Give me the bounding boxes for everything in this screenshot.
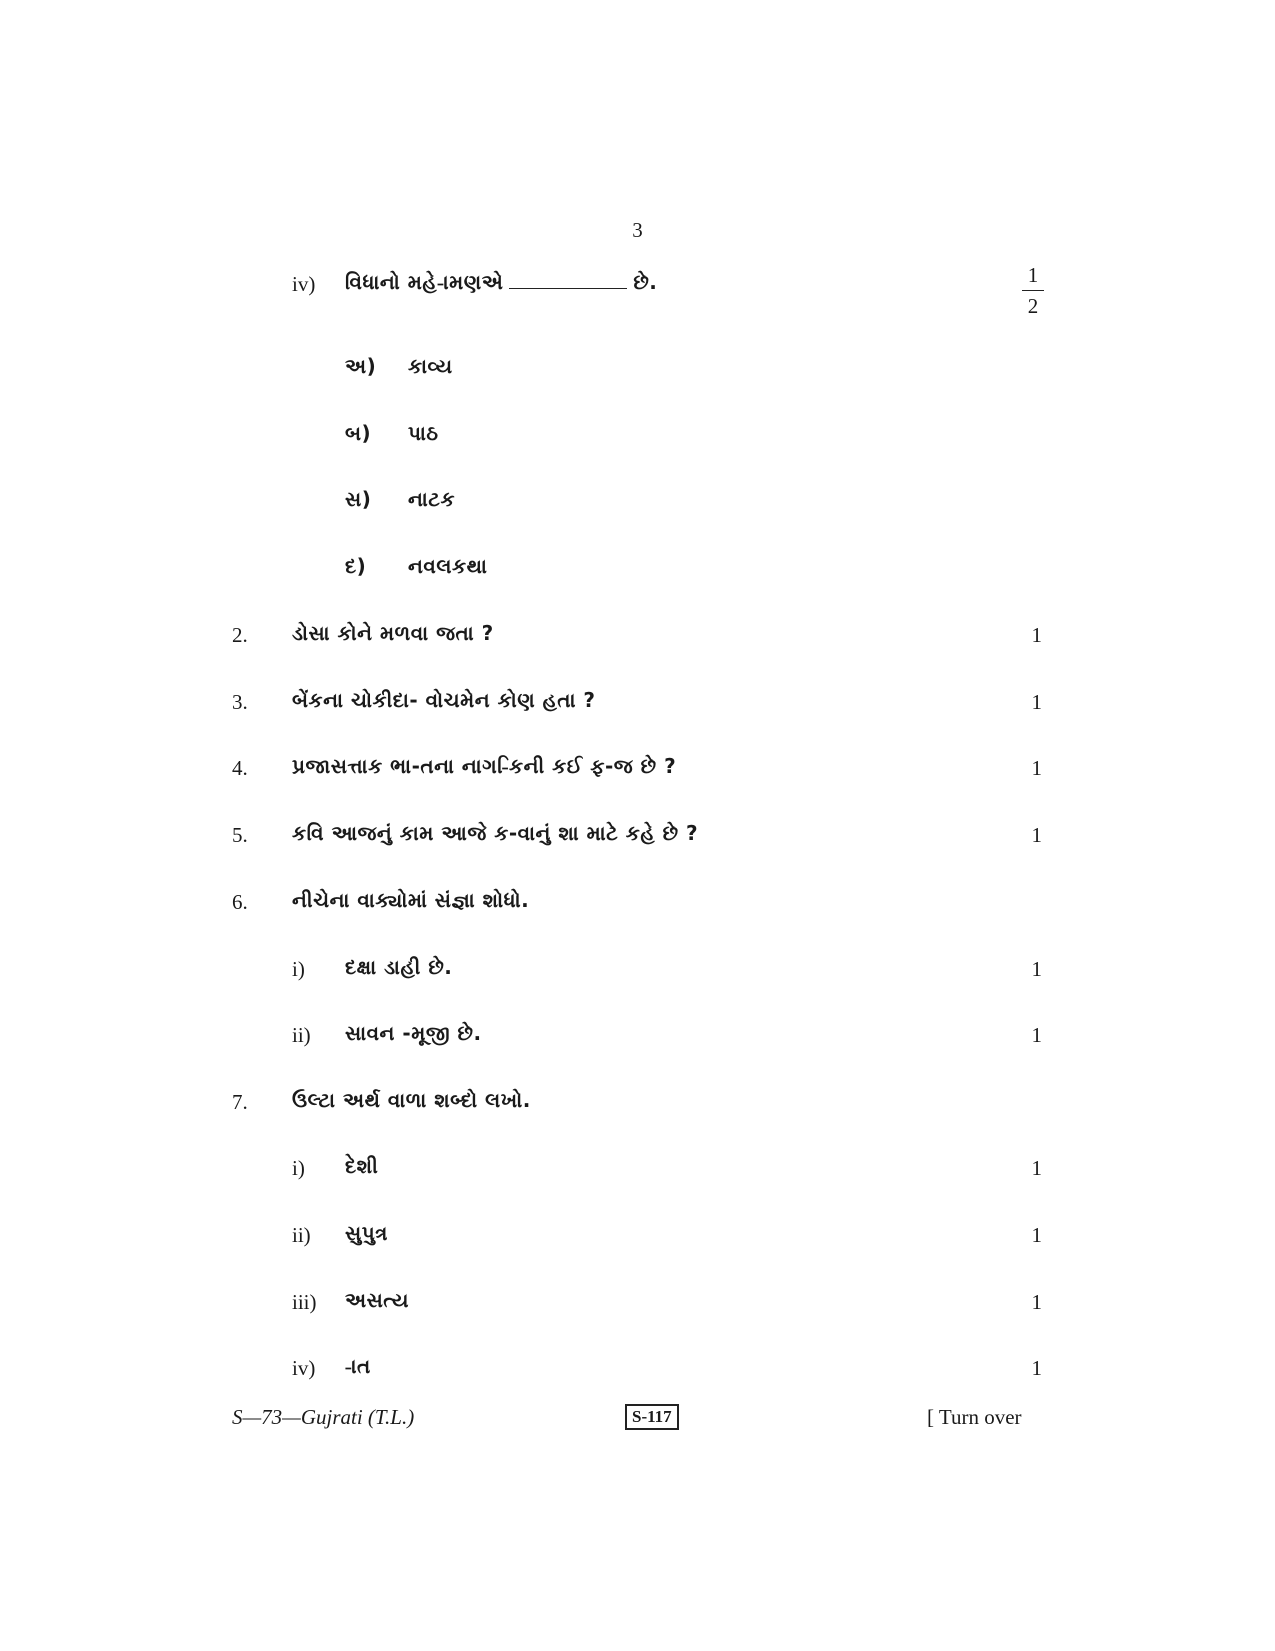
sub-question-marks: 1 [1031, 1290, 1042, 1314]
sub-question-text: અસત્ય [345, 1288, 410, 1312]
sub-question-marks: 1 [1031, 1356, 1042, 1380]
option-label: બ) [345, 421, 372, 445]
question-text: ઉલ્ટા અર્થ વાળા શબ્દો લખો. [292, 1088, 531, 1112]
question-text: બેંકના ચોકીદા- વોચમેન કોણ હતા ? [292, 688, 596, 712]
question-text: ડોસા કોને મળવા જતા ? [292, 621, 494, 645]
question-marks: 1 [1031, 690, 1042, 714]
fraction-numerator: 1 [1027, 263, 1039, 287]
sub-question-text: -ાત [345, 1354, 371, 1378]
question-number: 6. [232, 890, 248, 914]
sub-question-marks: 1 [1031, 1023, 1042, 1047]
sub-question-label: i) [292, 1156, 305, 1180]
sub-question-label: iv) [292, 1356, 316, 1380]
sub-question-text: સુપુત્ર [345, 1221, 388, 1245]
question-marks: 1 [1031, 623, 1042, 647]
question-text: નીચેના વાક્યોમાં સંજ્ઞા શોધો. [292, 888, 530, 912]
sub-question-marks: 1 [1031, 1223, 1042, 1247]
footer-turn-over: [ Turn over [927, 1405, 1022, 1429]
sub-question-text: દક્ષા ડાહી છે. [345, 955, 453, 979]
answer-blank [509, 274, 627, 289]
page-number: 3 [632, 218, 643, 242]
option-label: સ) [345, 487, 372, 511]
sub-question-label: ii) [292, 1223, 311, 1247]
question-text-after: છે. [633, 270, 658, 294]
question-number: 5. [232, 823, 248, 847]
sub-question-text: સાવન -મૂજી છે. [345, 1021, 482, 1045]
question-number: 7. [232, 1090, 248, 1114]
sub-question-marks: 1 [1031, 957, 1042, 981]
option-label: દ) [345, 554, 367, 578]
question-number: 3. [232, 690, 248, 714]
question-number: 2. [232, 623, 248, 647]
fraction-denominator: 2 [1027, 294, 1039, 318]
sub-question-text: દેશી [345, 1154, 379, 1178]
sub-question-label: ii) [292, 1023, 311, 1047]
question-text [345, 270, 657, 294]
option-text: નવલકથા [408, 554, 488, 578]
sub-question-marks: 1 [1031, 1156, 1042, 1180]
question-marks: 1 [1031, 823, 1042, 847]
option-text: નાટક [408, 487, 456, 511]
sub-question-label: iii) [292, 1290, 317, 1314]
footer-series-box: S-117 [625, 1404, 679, 1430]
question-text: કવિ આજનું કામ આજે ક-વાનું શા માટે કહે છે ? [292, 821, 699, 845]
option-text: પાઠ [408, 421, 439, 445]
marks-fraction [1020, 262, 1046, 319]
sub-question-label: i) [292, 957, 305, 981]
fraction-bar [1022, 290, 1044, 291]
question-label: iv) [292, 272, 316, 296]
question-marks: 1 [1031, 756, 1042, 780]
question-text: પ્રજાસત્તાક ભા-તના નાગ-િકની કઈ ફ-જ છે ? [292, 754, 677, 778]
question-number: 4. [232, 756, 248, 780]
footer-paper-code: S—73—Gujrati (T.L.) [232, 1405, 415, 1429]
option-text: કાવ્ય [408, 354, 453, 378]
option-label: અ) [345, 354, 377, 378]
question-text-before: વિધાનો મહે-ામણએ [345, 270, 504, 294]
